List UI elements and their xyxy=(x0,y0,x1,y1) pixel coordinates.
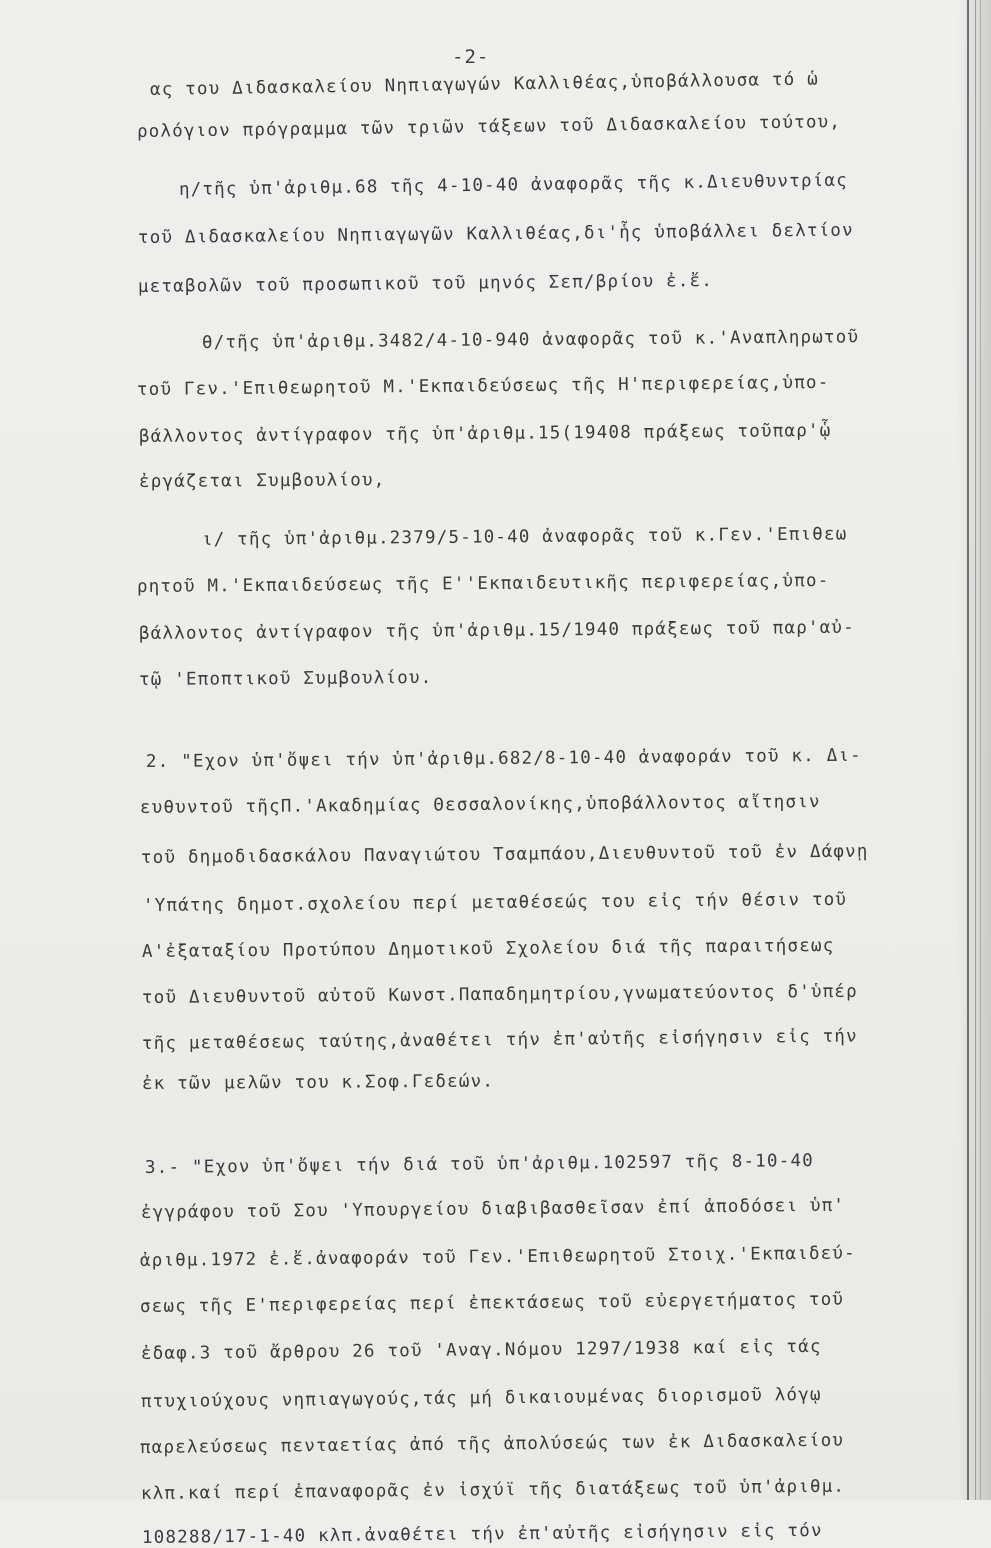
page-edge-shadow xyxy=(957,0,991,1500)
page-edge-line xyxy=(975,0,976,1500)
page-number: -2- xyxy=(452,46,490,68)
text-line: ἐδαφ.3 τοῦ ἄρθρου 26 τοῦ 'Αναγ.Νόμου 1297/1938 καί εἰς τάς xyxy=(140,1336,822,1364)
text-line: ἐκ τῶν μελῶν του κ.Σοφ.Γεδεών. xyxy=(141,1071,495,1094)
text-line: 2. "Εχον ὑπ'ὄψει τήν ὑπ'ἀριθμ.682/8-10-40 ἀναφοράν τοῦ κ. Δι- xyxy=(145,745,862,772)
page-edge-line xyxy=(980,0,981,1500)
text-line: θ/τῆς ὑπ'ἀριθμ.3482/4-10-940 ἀναφορᾶς τοῦ κ.'Αναπληρωτοῦ xyxy=(201,327,860,353)
text-line: 108288/17-1-40 κλπ.ἀναθέτει τήν ἐπ'αὐτῆς εἰσήγησιν εἰς τόν xyxy=(141,1520,823,1548)
text-line: σεως τῆς Ε'περιφερείας περί ἐπεκτάσεως τοῦ εὐεργετήματος τοῦ xyxy=(139,1289,845,1317)
text-line: παρελεύσεως πενταετίας ἀπό τῆς ἀπολύσεώς των ἐκ Διδασκαλείου xyxy=(139,1430,845,1458)
text-line: ἐργάζεται Συμβουλίου, xyxy=(138,470,386,492)
text-line: τοῦ Διδασκαλείου Νηπιαγωγῶν Καλλιθέας,δι'ἧς ὑποβάλλει δελτίον xyxy=(137,220,854,248)
text-line: ρητοῦ Μ.'Εκπαιδεύσεως τῆς Ε''Εκπαιδευτικῆς περιφερείας,ὑπο- xyxy=(136,570,830,597)
text-line: τοῦ δημοδιδασκάλου Παναγιώτου Τσαμπάου,Διευθυντοῦ τοῦ ἐν Δάφνῃ xyxy=(140,841,869,868)
text-line: ας του Διδασκαλείου Νηπιαγωγών Καλλιθέας,ὑποβάλλουσα τό ὡ xyxy=(149,69,820,100)
text-line: 'Υπάτης δημοτ.σχολείου περί μεταθέσεώς του εἰς τήν θέσιν τοῦ xyxy=(142,889,848,916)
text-line: πτυχιούχους νηπιαγωγούς,τάς μή δικαιουμένας διορισμοῦ λόγῳ xyxy=(140,1384,822,1412)
text-line: ρολόγιον πρόγραμμα τῶν τριῶν τάξεων τοῦ Διδασκαλείου τούτου, xyxy=(136,112,842,142)
text-line: μεταβολῶν τοῦ προσωπικοῦ τοῦ μηνός Σεπ/βρίου ἐ.ἔ. xyxy=(137,270,714,297)
page-edge-line xyxy=(967,0,969,1500)
text-line: τῆς μεταθέσεως ταύτης,ἀναθέτει τήν ἐπ'αὐτῆς εἰσήγησιν εἰς τήν xyxy=(141,1026,858,1054)
text-line: βάλλοντος ἀντίγραφον τῆς ὑπ'ἀριθμ.15(19408 πράξεως τοῦπαρ'ᾧ xyxy=(138,420,832,447)
text-line: ι/ τῆς ὑπ'ἀριθμ.2379/5-10-40 ἀναφορᾶς τοῦ κ.Γεν.'Επιθεω xyxy=(201,524,848,550)
text-line: ευθυντοῦ τῆςΠ.'Ακαδημίας Θεσσαλονίκης,ὑποβάλλοντος αἴτησιν xyxy=(139,792,821,818)
text-line: τοῦ Γεν.'Επιθεωρητοῦ Μ.'Εκπαιδεύσεως τῆς Η'περιφερείας,ὑπο- xyxy=(136,372,830,400)
text-line: ἐγγράφου τοῦ Σου 'Υπουργείου διαβιβασθεῖσαν ἐπί ἀποδόσει ὑπ' xyxy=(140,1195,846,1223)
text-line: βάλλοντος ἀντίγραφον τῆς ὑπ'ἀριθμ.15/1940 πράξεως τοῦ παρ'αὐ- xyxy=(138,617,855,644)
text-line: ἀριθμ.1972 ἐ.ἔ.ἀναφοράν τοῦ Γεν.'Επιθεωρητοῦ Στοιχ.'Εκπαιδεύ- xyxy=(139,1243,856,1271)
text-line: 3.- "Εχον ὑπ'ὄψει τήν διά τοῦ ὑπ'ἀριθμ.102597 τῆς 8-10-40 xyxy=(144,1150,815,1178)
text-line: η/τῆς ὑπ'ἀριθμ.68 τῆς 4-10-40 ἀναφορᾶς τῆς κ.Διευθυντρίας xyxy=(178,170,849,200)
text-line: τοῦ Διευθυντοῦ αὐτοῦ Κωνστ.Παπαδημητρίου,γνωματεύοντος δ'ὑπέρ xyxy=(141,981,858,1008)
text-line: τῷ 'Εποπτικοῦ Συμβουλίου. xyxy=(138,667,433,690)
text-line: Α'ἐξαταξίου Προτύπου Δημοτικοῦ Σχολείου διά τῆς παραιτήσεως xyxy=(141,935,835,962)
text-line: κλπ.καί περί ἐπαναφορᾶς ἐν ἰσχύϊ τῆς διατάξεως τοῦ ὑπ'ἀριθμ. xyxy=(140,1476,846,1504)
